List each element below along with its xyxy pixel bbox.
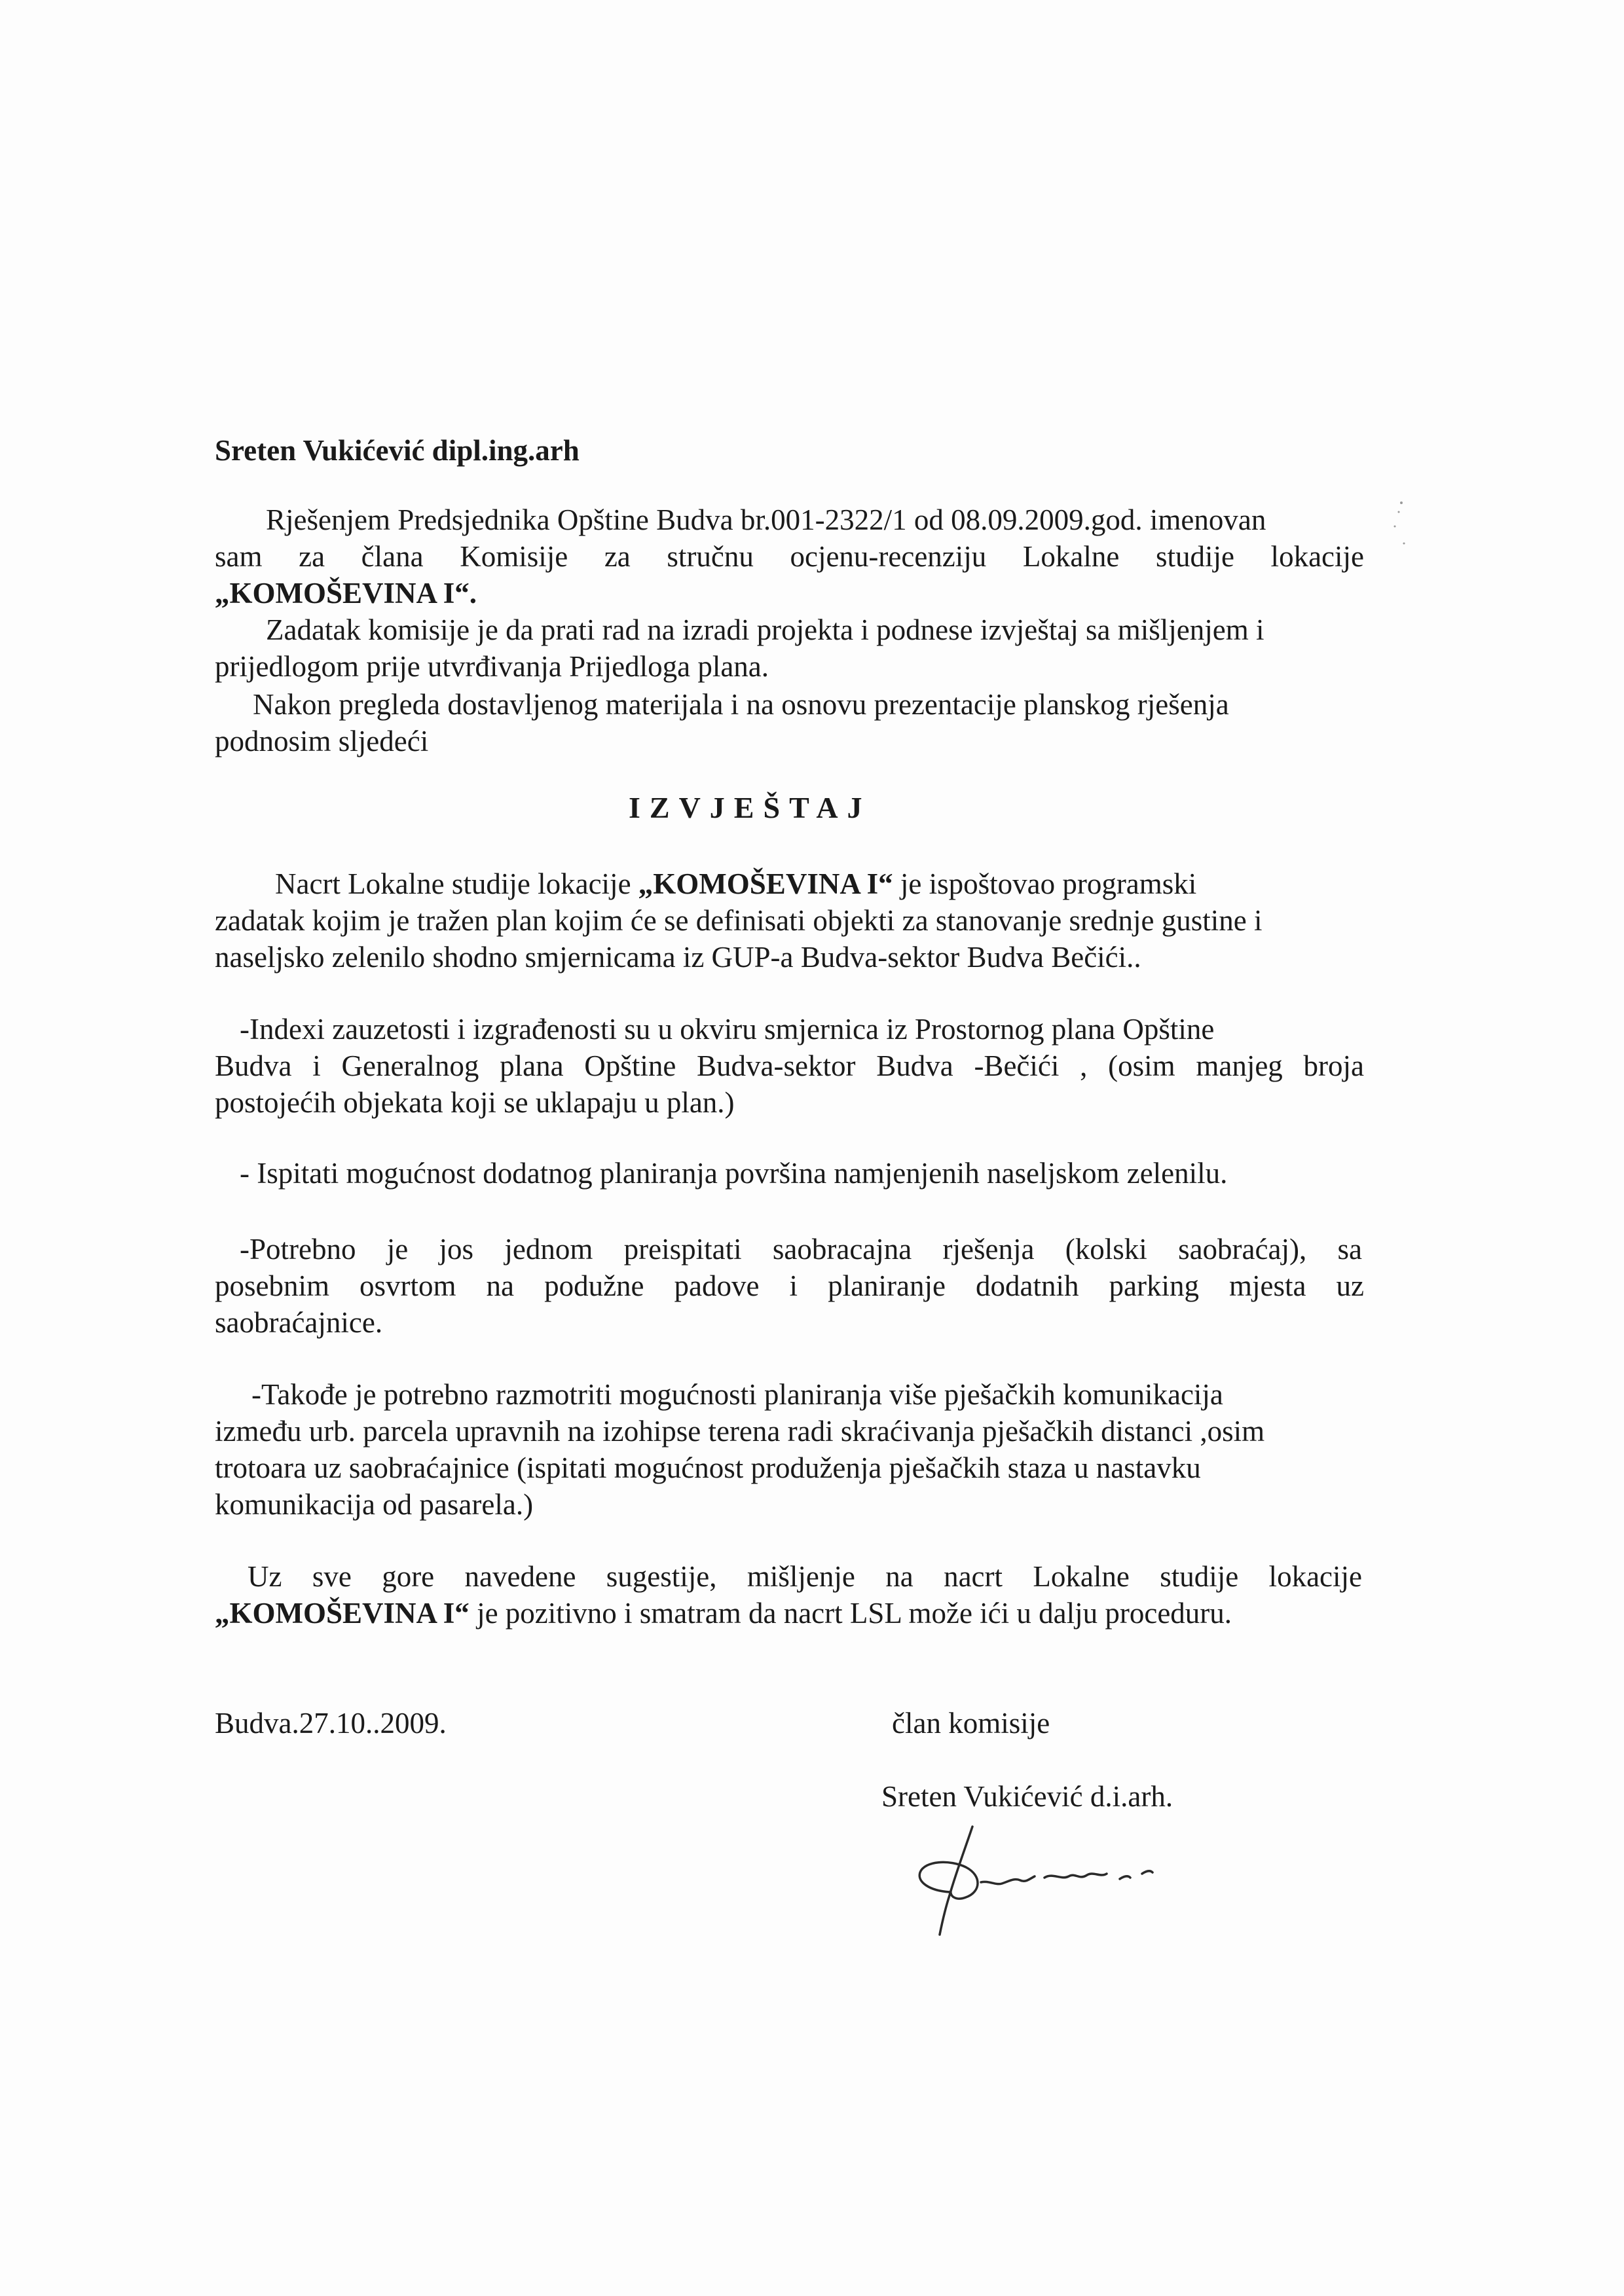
report-line: između urb. parcela upravnih na izohipse terena radi skraćivanja pješačkih distanci ,osim xyxy=(215,1415,1265,1448)
intro-line: Nakon pregleda dostavljenog materijala i na osnovu prezentacije planskog rješenja xyxy=(253,688,1229,721)
report-line: -Takođe je potrebno razmotriti mogućnosti planiranja više pješačkih komunikacija xyxy=(251,1378,1223,1411)
report-line: Budva i Generalnog plana Opštine Budva-sektor Budva -Bečići , (osim manjeg broja xyxy=(215,1049,1364,1082)
handwritten-signature xyxy=(904,1820,1179,1938)
scan-specks xyxy=(1382,498,1408,556)
intro-line: prijedlogom prije utvrđivanja Prijedloga plana. xyxy=(215,650,769,683)
report-line: -Potrebno je jos jednom preispitati saobracajna rješenja (kolski saobraćaj), sa xyxy=(240,1233,1362,1266)
report-text-bold: „KOMOŠEVINA I“ xyxy=(638,867,893,900)
report-line: saobraćajnice. xyxy=(215,1306,383,1339)
report-text-bold: „KOMOŠEVINA I“ xyxy=(215,1597,470,1630)
author-heading: Sreten Vukićević dipl.ing.arh xyxy=(215,434,580,467)
report-text: Nacrt Lokalne studije lokacije xyxy=(275,867,638,900)
report-line: postojećih objekata koji se uklapaju u plan.) xyxy=(215,1086,735,1119)
report-line xyxy=(275,866,1196,902)
place-date: Budva.27.10..2009. xyxy=(215,1707,447,1740)
report-line: Uz sve gore navedene sugestije, mišljenje na nacrt Lokalne studije lokacije xyxy=(248,1560,1362,1593)
report-line: naseljsko zelenilo shodno smjernicama iz GUP-a Budva-sektor Budva Bečići.. xyxy=(215,941,1141,974)
signatory-name: Sreten Vukićević d.i.arh. xyxy=(881,1780,1173,1813)
intro-line: „KOMOŠEVINA I“. xyxy=(215,577,477,610)
report-line: -Indexi zauzetosti i izgrađenosti su u okviru smjernica iz Prostornog plana Opštine xyxy=(240,1013,1215,1046)
report-text: je ispoštovao programski xyxy=(893,867,1197,900)
intro-line: podnosim sljedeći xyxy=(215,725,429,757)
report-line xyxy=(215,1595,1232,1631)
report-line: komunikacija od pasarela.) xyxy=(215,1488,534,1521)
report-line: trotoara uz saobraćajnice (ispitati mogućnost produženja pješačkih staza u nastavku xyxy=(215,1451,1201,1484)
report-text: je pozitivno i smatram da nacrt LSL može ići u dalju proceduru. xyxy=(469,1597,1232,1630)
intro-line: sam za člana Komisije za stručnu ocjenu-recenziju Lokalne studije lokacije xyxy=(215,540,1364,573)
intro-line: Rješenjem Predsjednika Opštine Budva br.001-2322/1 od 08.09.2009.god. imenovan xyxy=(266,503,1266,536)
report-line: zadatak kojim je tražen plan kojim će se definisati objekti za stanovanje srednje gustine i xyxy=(215,904,1263,937)
intro-line: Zadatak komisije je da prati rad na izradi projekta i podnese izvještaj sa mišljenjem i xyxy=(266,613,1264,646)
report-line: posebnim osvrtom na podužne padove i planiranje dodatnih parking mjesta uz xyxy=(215,1269,1364,1302)
committee-role: član komisije xyxy=(892,1707,1050,1740)
report-title: IZVJEŠTAJ xyxy=(629,791,872,824)
report-line: - Ispitati mogućnost dodatnog planiranja površina namjenjenih naseljskom zelenilu. xyxy=(240,1157,1228,1190)
